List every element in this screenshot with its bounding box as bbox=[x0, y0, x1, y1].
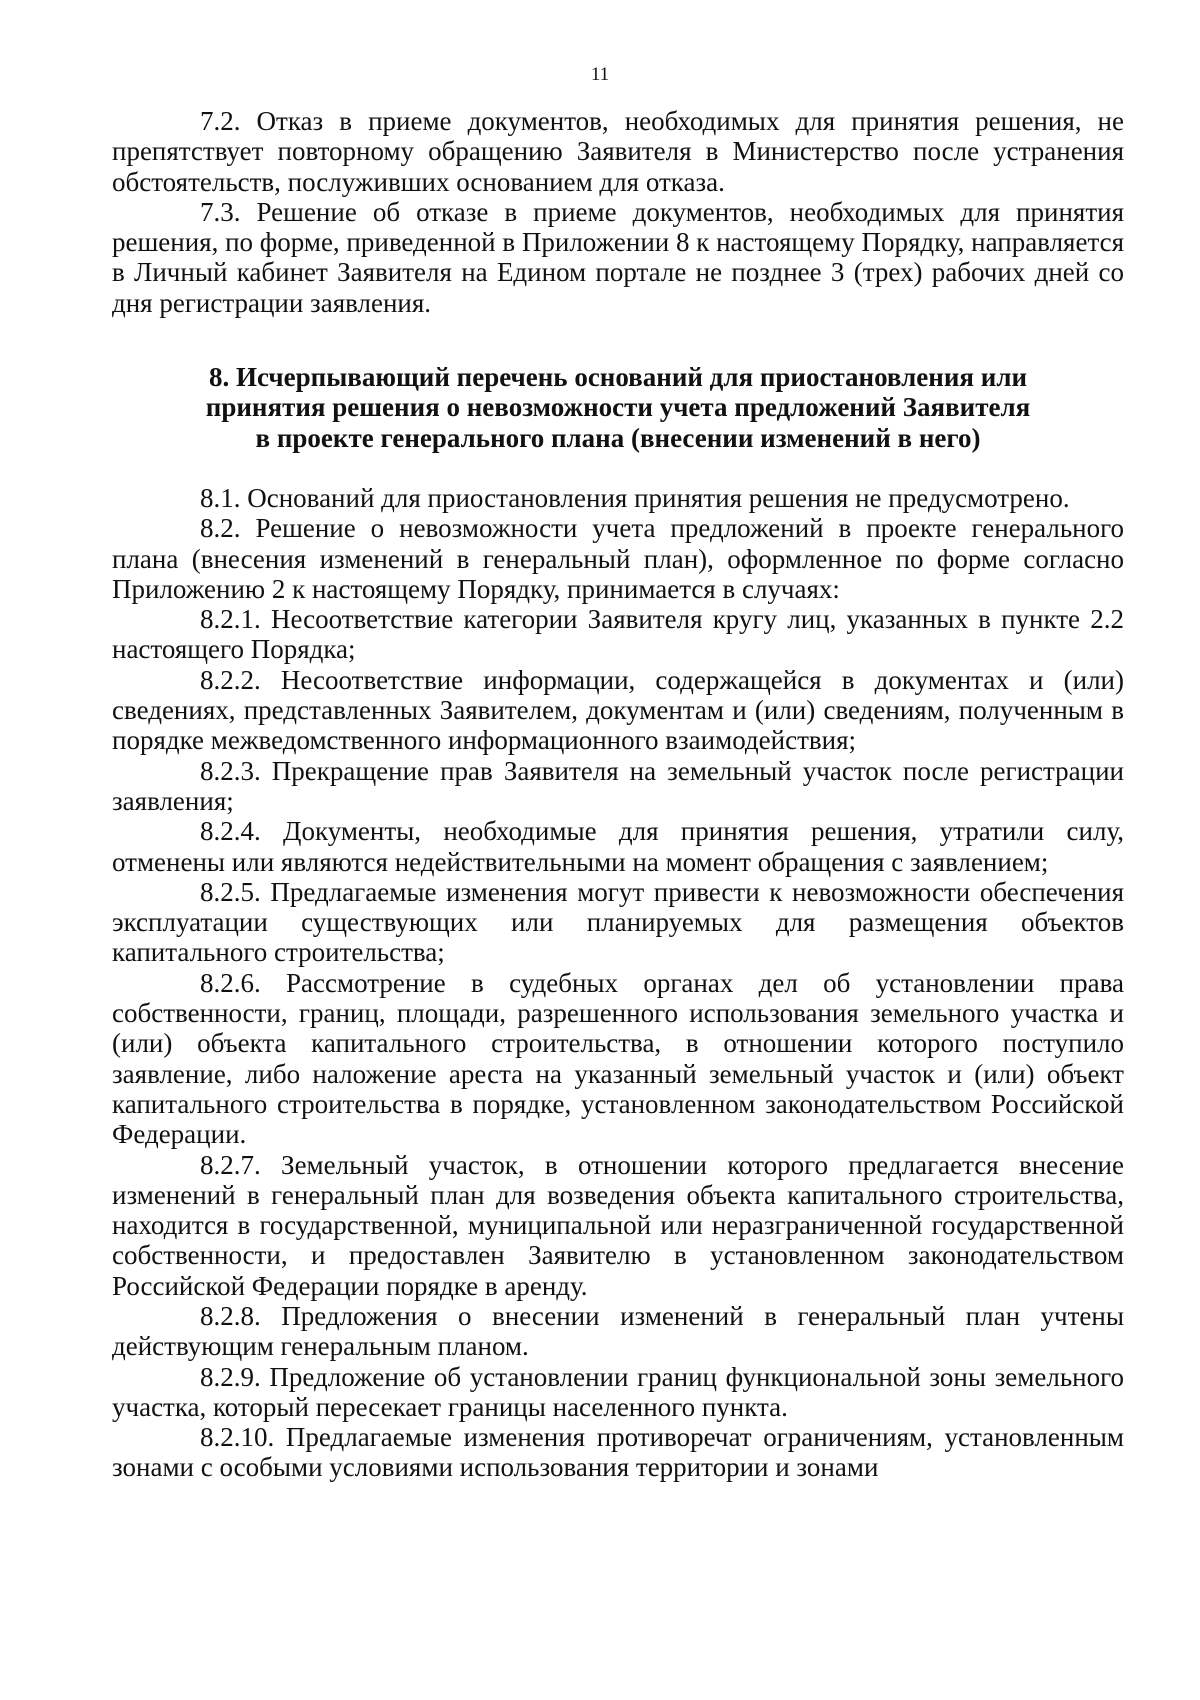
paragraph-8-1: 8.1. Оснований для приостановления принятия решения не предусмотрено. bbox=[200, 482, 1070, 513]
paragraph-8-2-2: 8.2.2. Несоответствие информации, содержащейся в документах и (или) сведениях, представленных Заявителем, документам и (или) сведениям, полученным в порядке межведомственного информационного взаимодействия; bbox=[112, 664, 1124, 756]
section-8-heading bbox=[112, 362, 1124, 453]
section-heading-line: принятия решения о невозможности учета предложений Заявителя bbox=[205, 392, 1031, 423]
section-heading-line: 8. Исчерпывающий перечень оснований для приостановления или bbox=[208, 362, 1028, 393]
paragraph-8-2-10: 8.2.10. Предлагаемые изменения противоречат ограничениям, установленным зонами с особыми условиями использования территории и зонами bbox=[112, 1422, 1124, 1483]
paragraph-8-2: 8.2. Решение о невозможности учета предложений в проекте генерального плана (внесения изменений в генеральный план), оформленное по форме согласно Приложению 2 к настоящему Порядку, принимается в случаях: bbox=[112, 513, 1124, 604]
paragraph-8-2-7: 8.2.7. Земельный участок, в отношении которого предлагается внесение изменений в генеральный план для возведения объекта капитального строительства, находится в государственной, муниципальной или неразграниченной государственной собственности, и предоставлен Заявителю в установленном законодательством Российской Федерации порядке в аренду. bbox=[112, 1149, 1124, 1301]
paragraph-7-2: 7.2. Отказ в приеме документов, необходимых для принятия решения, не препятствует повторному обращению Заявителя в Министерство после устранения обстоятельств, послуживших основанием для отказа. bbox=[112, 106, 1124, 197]
page-number: 11 bbox=[590, 64, 610, 85]
paragraph-7-3: 7.3. Решение об отказе в приеме документов, необходимых для принятия решения, по форме, приведенной в Приложении 8 к настоящему Порядку, направляется в Личный кабинет Заявителя на Едином портале не позднее 3 (трех) рабочих дней со дня регистрации заявления. bbox=[112, 196, 1124, 318]
paragraph-8-2-3: 8.2.3. Прекращение прав Заявителя на земельный участок после регистрации заявления; bbox=[112, 755, 1124, 816]
paragraph-8-2-1: 8.2.1. Несоответствие категории Заявителя кругу лиц, указанных в пункте 2.2 настоящего Порядка; bbox=[112, 604, 1124, 665]
paragraph-8-2-5: 8.2.5. Предлагаемые изменения могут привести к невозможности обеспечения эксплуатации существующих или планируемых для размещения объектов капитального строительства; bbox=[112, 876, 1124, 968]
section-heading-line: в проекте генерального плана (внесении изменений в него) bbox=[255, 422, 981, 453]
paragraph-8-2-9: 8.2.9. Предложение об установлении границ функциональной зоны земельного участка, который пересекает границы населенного пункта. bbox=[112, 1361, 1124, 1422]
paragraph-8-2-4: 8.2.4. Документы, необходимые для принятия решения, утратили силу, отменены или являются недействительными на момент обращения с заявлением; bbox=[112, 816, 1124, 877]
paragraph-8-2-6: 8.2.6. Рассмотрение в судебных органах дел об установлении права собственности, границ, площади, разрешенного использования земельного участка и (или) объекта капитального строительства, в отношении которого поступило заявление, либо наложение ареста на указанный земельный участок и (или) объект капитального строительства в порядке, установленном законодательством Российской Федерации. bbox=[112, 967, 1124, 1150]
document-body bbox=[112, 106, 1124, 1483]
paragraph-8-2-8: 8.2.8. Предложения о внесении изменений в генеральный план учтены действующим генеральным планом. bbox=[112, 1300, 1124, 1362]
